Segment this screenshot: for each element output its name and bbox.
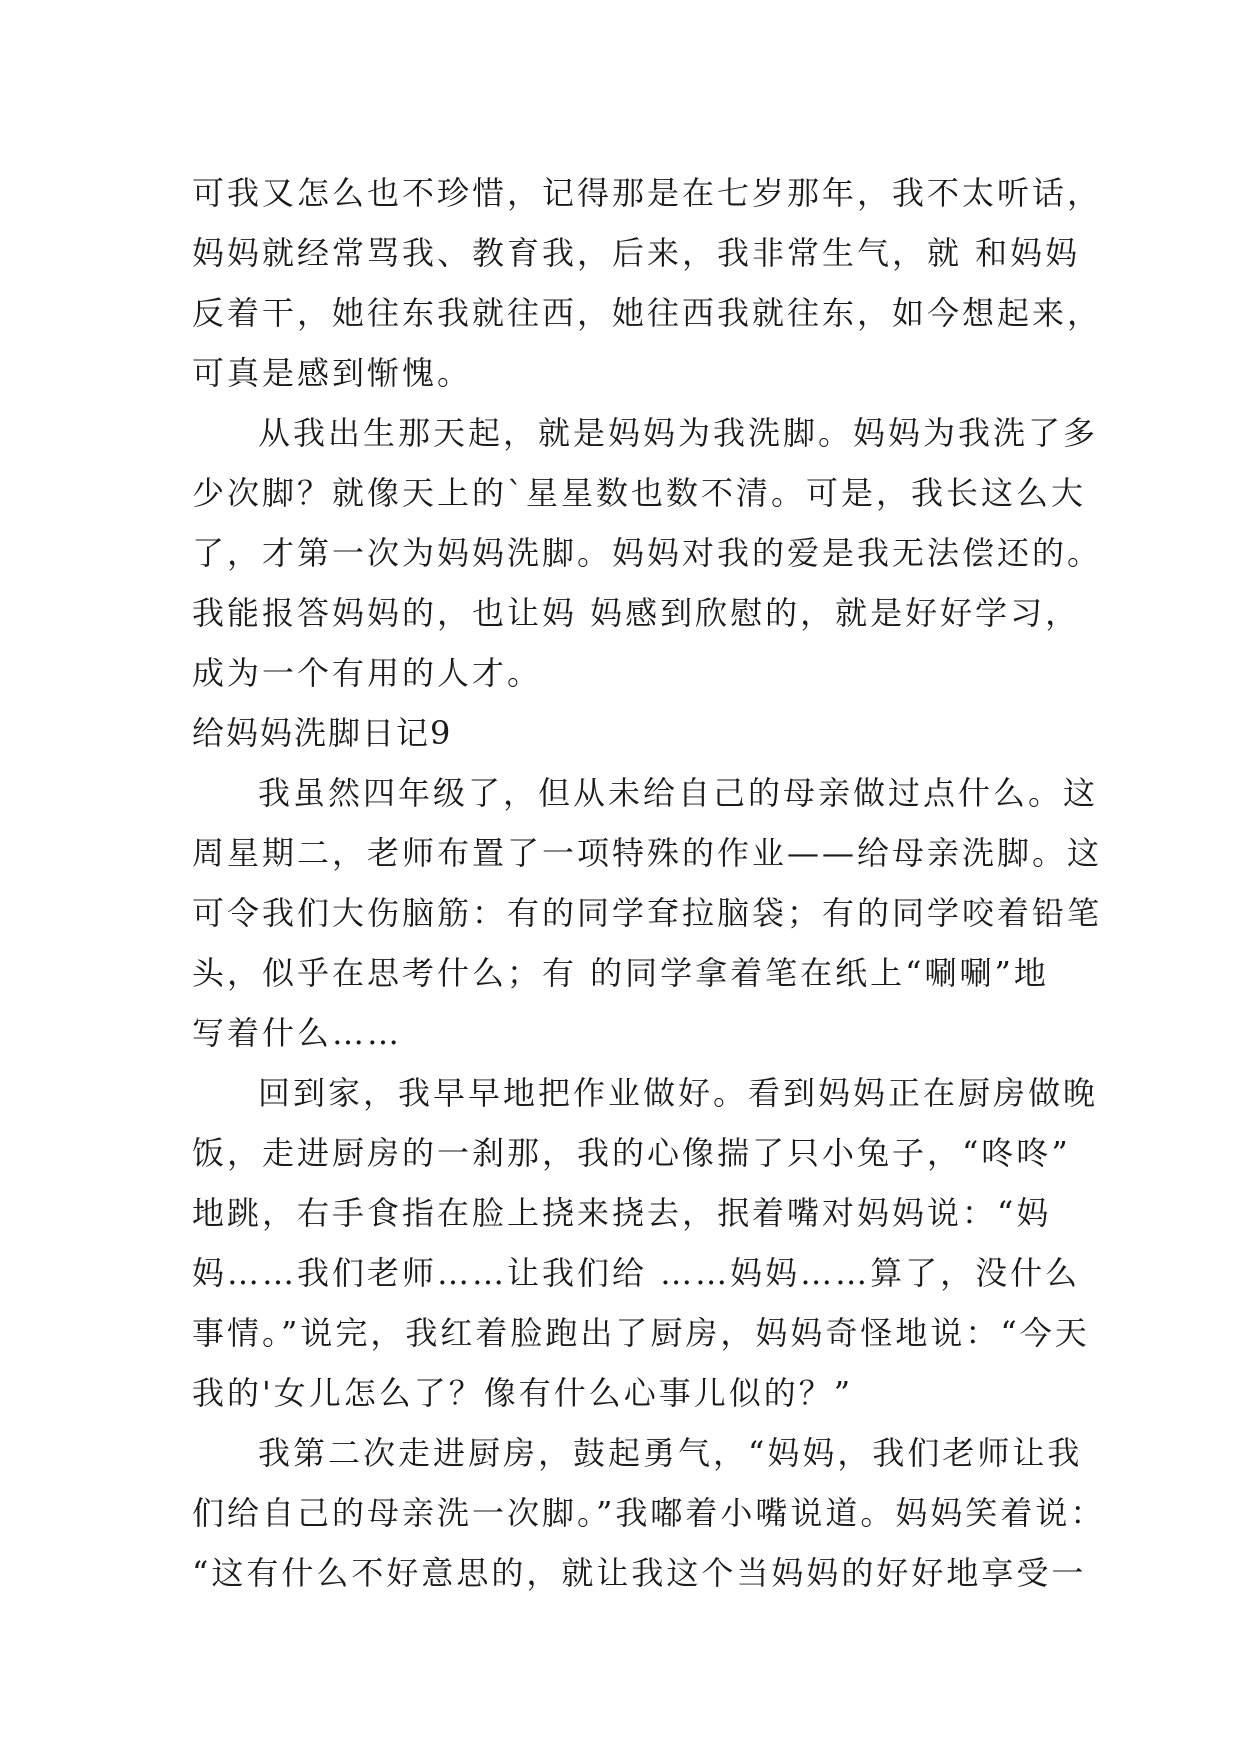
text-line: 我虽然四年级了，但从未给自己的母亲做过点什么。这 <box>258 774 1099 812</box>
text-line: 成为一个有用的人才。 <box>192 654 543 692</box>
text-line: 从我出生那天起，就是妈妈为我洗脚。妈妈为我洗了多 <box>258 414 1099 452</box>
text-line: “这有什么不好意思的，就让我这个当妈妈的好好地享受一 <box>192 1554 1087 1592</box>
text-line: 回到家，我早早地把作业做好。看到妈妈正在厨房做晚 <box>258 1074 1099 1112</box>
paragraph <box>192 163 1103 403</box>
text-line: 可令我们大伤脑筋：有的同学耷拉脑袋；有的同学咬着铅笔 <box>192 894 1103 932</box>
heading-text: 给妈妈洗脚日记9 <box>192 714 453 752</box>
paragraph <box>192 403 1103 703</box>
text-line: 妈妈就经常骂我、教育我，后来，我非常生气，就 和妈妈 <box>192 234 1081 272</box>
paragraph <box>192 1423 1106 1603</box>
text-line: 我能报答妈妈的，也让妈 妈感到欣慰的，就是好好学习， <box>192 594 1081 632</box>
text-line: 反着干，她往东我就往西，她往西我就往东，如今想起来， <box>192 294 1103 332</box>
text-line: 了，才第一次为妈妈洗脚。妈妈对我的爱是我无法偿还的。 <box>192 534 1103 572</box>
text-line: 头，似乎在思考什么；有 的同学拿着笔在纸上“唰唰”地 <box>192 954 1049 992</box>
text-line: 妈……我们老师……让我们给 ……妈妈……算了，没什么 <box>192 1254 1081 1292</box>
text-line: 可我又怎么也不珍惜，记得那是在七岁那年，我不太听话， <box>192 174 1103 212</box>
text-line: 我第二次走进厨房，鼓起勇气，“妈妈，我们老师让我 <box>258 1434 1083 1472</box>
text-line: 饭，走进厨房的一刹那，我的心像揣了只小兔子，“咚咚” <box>192 1134 1071 1172</box>
text-line: 周星期二，老师布置了一项特殊的作业——给母亲洗脚。这 <box>192 834 1103 872</box>
paragraph <box>192 1063 1099 1423</box>
text-line: 写着什么…… <box>192 1014 403 1052</box>
document-body <box>192 163 1106 1603</box>
text-line: 可真是感到惭愧。 <box>192 354 473 392</box>
text-line: 事情。”说完，我红着脸跑出了厨房，妈妈奇怪地说：“今天 <box>192 1314 1090 1352</box>
text-line: 地跳，右手食指在脸上挠来挠去，抿着嘴对妈妈说：“妈 <box>192 1194 1052 1232</box>
paragraph <box>192 763 1103 1063</box>
text-line: 我的'女儿怎么了？像有什么心事儿似的？” <box>192 1374 854 1412</box>
section-heading <box>192 703 1092 763</box>
text-line: 们给自己的母亲洗一次脚。”我嘟着小嘴说道。妈妈笑着说： <box>192 1494 1106 1532</box>
text-line: 少次脚？就像天上的`星星数也数不清。可是，我长这么大 <box>192 474 1087 512</box>
